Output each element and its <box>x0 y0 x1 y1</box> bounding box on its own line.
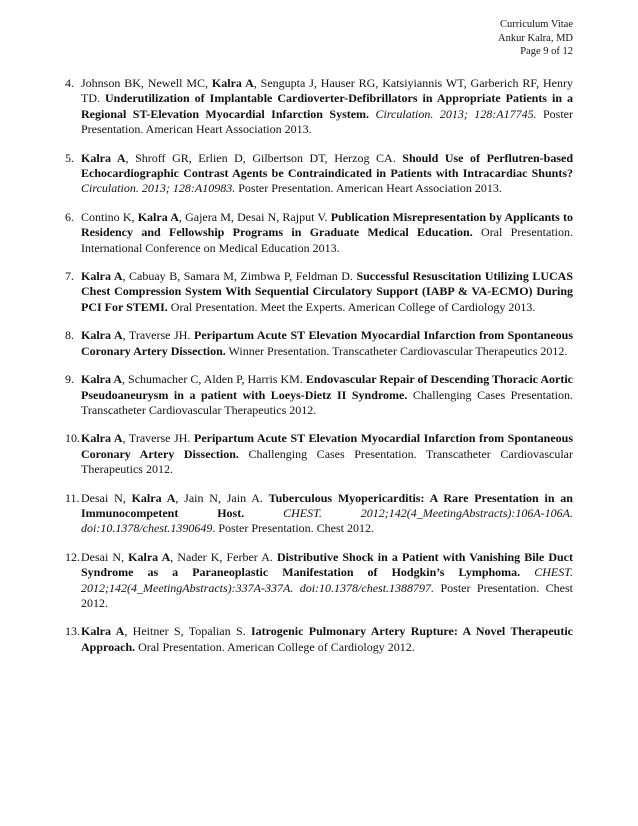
header-title: Curriculum Vitae <box>500 19 573 30</box>
publication-coauthors: , Shroff GR, Erlien D, Gilbertson DT, Herzog CA. <box>125 150 403 165</box>
publication-item <box>65 328 573 359</box>
publication-venue: Oral Presentation. American College of Cardiology 2012. <box>135 639 415 654</box>
publication-coauthors: , Schumacher C, Alden P, Harris KM. <box>122 372 306 387</box>
publication-title: Publication Misrepresentation by Applicants to Residency and Fellowship Programs in Graduate Medical Education. <box>81 209 574 240</box>
publication-list <box>65 76 573 668</box>
publication-coauthors: , Cabuay B, Samara M, Zimbwa P, Feldman D. <box>122 269 357 284</box>
publication-venue: Challenging Cases Presentation. Transcatheter Cardiovascular Therapeutics 2012. <box>81 446 574 477</box>
publication-bold-author: Kalra A <box>81 372 123 387</box>
publication-number: 8. <box>65 328 74 343</box>
publication-journal: Circulation. 2013; 128:A10983. <box>81 181 236 196</box>
publication-coauthors: , Traverse JH. <box>122 328 194 343</box>
publication-coauthors: , Heitner S, Topalian S. <box>124 624 251 639</box>
publication-number: 13. <box>65 624 80 639</box>
publication-bold-author: Kalra A <box>81 269 123 284</box>
publication-item <box>65 491 573 537</box>
publication-title: Endovascular Repair of Descending Thoracic Aortic Pseudoaneurysm in a patient with Loeys-Dietz II Syndrome. <box>81 372 574 402</box>
publication-title: Tuberculous Myopericarditis: A Rare Presentation in an Immunocompetent Host. <box>81 490 573 520</box>
header-author: Ankur Kalra, MD <box>498 32 573 44</box>
publication-venue: Poster Presentation. American Heart Association 2013. <box>235 181 502 196</box>
publication-number: 9. <box>65 372 74 387</box>
publication-venue: Winner Presentation. Transcatheter Cardiovascular Therapeutics 2012. <box>225 343 568 358</box>
publication-item <box>65 550 573 612</box>
publication-number: 10. <box>65 431 80 446</box>
publication-item <box>65 210 573 256</box>
header-page-number: Page 9 of 12 <box>520 46 573 57</box>
publication-coauthors: , Traverse JH. <box>122 431 194 446</box>
publication-venue: Oral Presentation. International Conference on Medical Education 2013. <box>81 225 573 255</box>
publication-bold-author: Kalra A <box>137 209 179 224</box>
publication-item <box>65 151 573 197</box>
publication-bold-author: Kalra A <box>81 328 123 343</box>
publication-journal: CHEST. 2012;142(4_MeetingAbstracts):106A-106A. doi:10.1378/chest.1390649 <box>81 505 574 536</box>
publication-title: Should Use of Perflutren-based Echocardiographic Contrast Agents be Contraindicated in Patients with Intracardiac Shunts? <box>81 150 574 181</box>
publication-journal: CHEST. 2012;142(4_MeetingAbstracts):337A-337A. doi:10.1378/chest.1388797. <box>81 565 573 595</box>
publication-coauthors: , Sengupta J, Hauser RG, Katsiyiannis WT, Garberich RF, Henry TD. <box>81 76 574 106</box>
publication-title: Underutilization of Implantable Cardioverter-Defibrillators in Appropriate Patients in a Regional ST-Elevation Myocardial Infarction System. <box>81 91 573 121</box>
publication-venue: Poster Presentation. American Heart Association 2013. <box>81 106 574 137</box>
publication-item <box>65 372 573 418</box>
publication-bold-author: Kalra A <box>211 76 254 90</box>
publication-number: 7. <box>65 269 74 284</box>
publication-venue: . Poster Presentation. Chest 2012. <box>212 521 374 536</box>
publication-bold-author: Kalra A <box>81 150 126 165</box>
publication-authors: Johnson BK, Newell MC, <box>81 76 212 90</box>
publication-bold-author: Kalra A <box>131 490 176 505</box>
page-header <box>498 18 573 59</box>
publication-bold-author: Kalra A <box>81 431 123 446</box>
publication-number: 11. <box>65 490 80 505</box>
publication-number: 5. <box>65 150 74 165</box>
publication-number: 4. <box>65 76 74 90</box>
publication-journal: Circulation. 2013; 128:A17745. <box>369 106 537 121</box>
publication-title: Distributive Shock in a Patient with Vanishing Bile Duct Syndrome as a Paraneoplastic Manifestation of Hodgkin’s Lymphoma. <box>81 549 573 580</box>
publication-authors: Desai N, <box>81 549 129 564</box>
publication-bold-author: Kalra A <box>81 624 125 639</box>
publication-coauthors: , Nader K, Ferber A. <box>170 549 277 564</box>
publication-number: 12. <box>65 549 80 564</box>
publication-title: Peripartum Acute ST Elevation Myocardial Infarction from Spontaneous Coronary Artery Dissection. <box>81 431 574 461</box>
publication-title: Iatrogenic Pulmonary Artery Rupture: A Novel Therapeutic Approach. <box>81 624 573 654</box>
publication-item <box>65 431 573 477</box>
publication-title: Peripartum Acute ST Elevation Myocardial Infarction from Spontaneous Coronary Artery Dissection. <box>81 328 574 358</box>
publication-venue: Oral Presentation. Meet the Experts. American College of Cardiology 2013. <box>167 299 536 314</box>
publication-venue: Poster Presentation. Chest 2012. <box>81 580 573 610</box>
publication-bold-author: Kalra A <box>128 549 171 564</box>
publication-authors: Desai N, <box>81 490 132 505</box>
publication-coauthors: , Jain N, Jain A. <box>175 490 269 505</box>
publication-item <box>65 76 573 138</box>
publication-title: Successful Resuscitation Utilizing LUCAS Chest Compression System With Sequential Circulatory Support (IABP & VA-ECMO) During PCI For STEMI. <box>81 269 574 314</box>
publication-item <box>65 269 573 315</box>
publication-venue: Challenging Cases Presentation. Transcatheter Cardiovascular Therapeutics 2012. <box>81 387 573 417</box>
publication-item <box>65 624 573 655</box>
publication-authors: Contino K, <box>81 209 138 224</box>
publication-number: 6. <box>65 209 74 224</box>
publication-coauthors: , Gajera M, Desai N, Rajput V. <box>178 209 331 224</box>
